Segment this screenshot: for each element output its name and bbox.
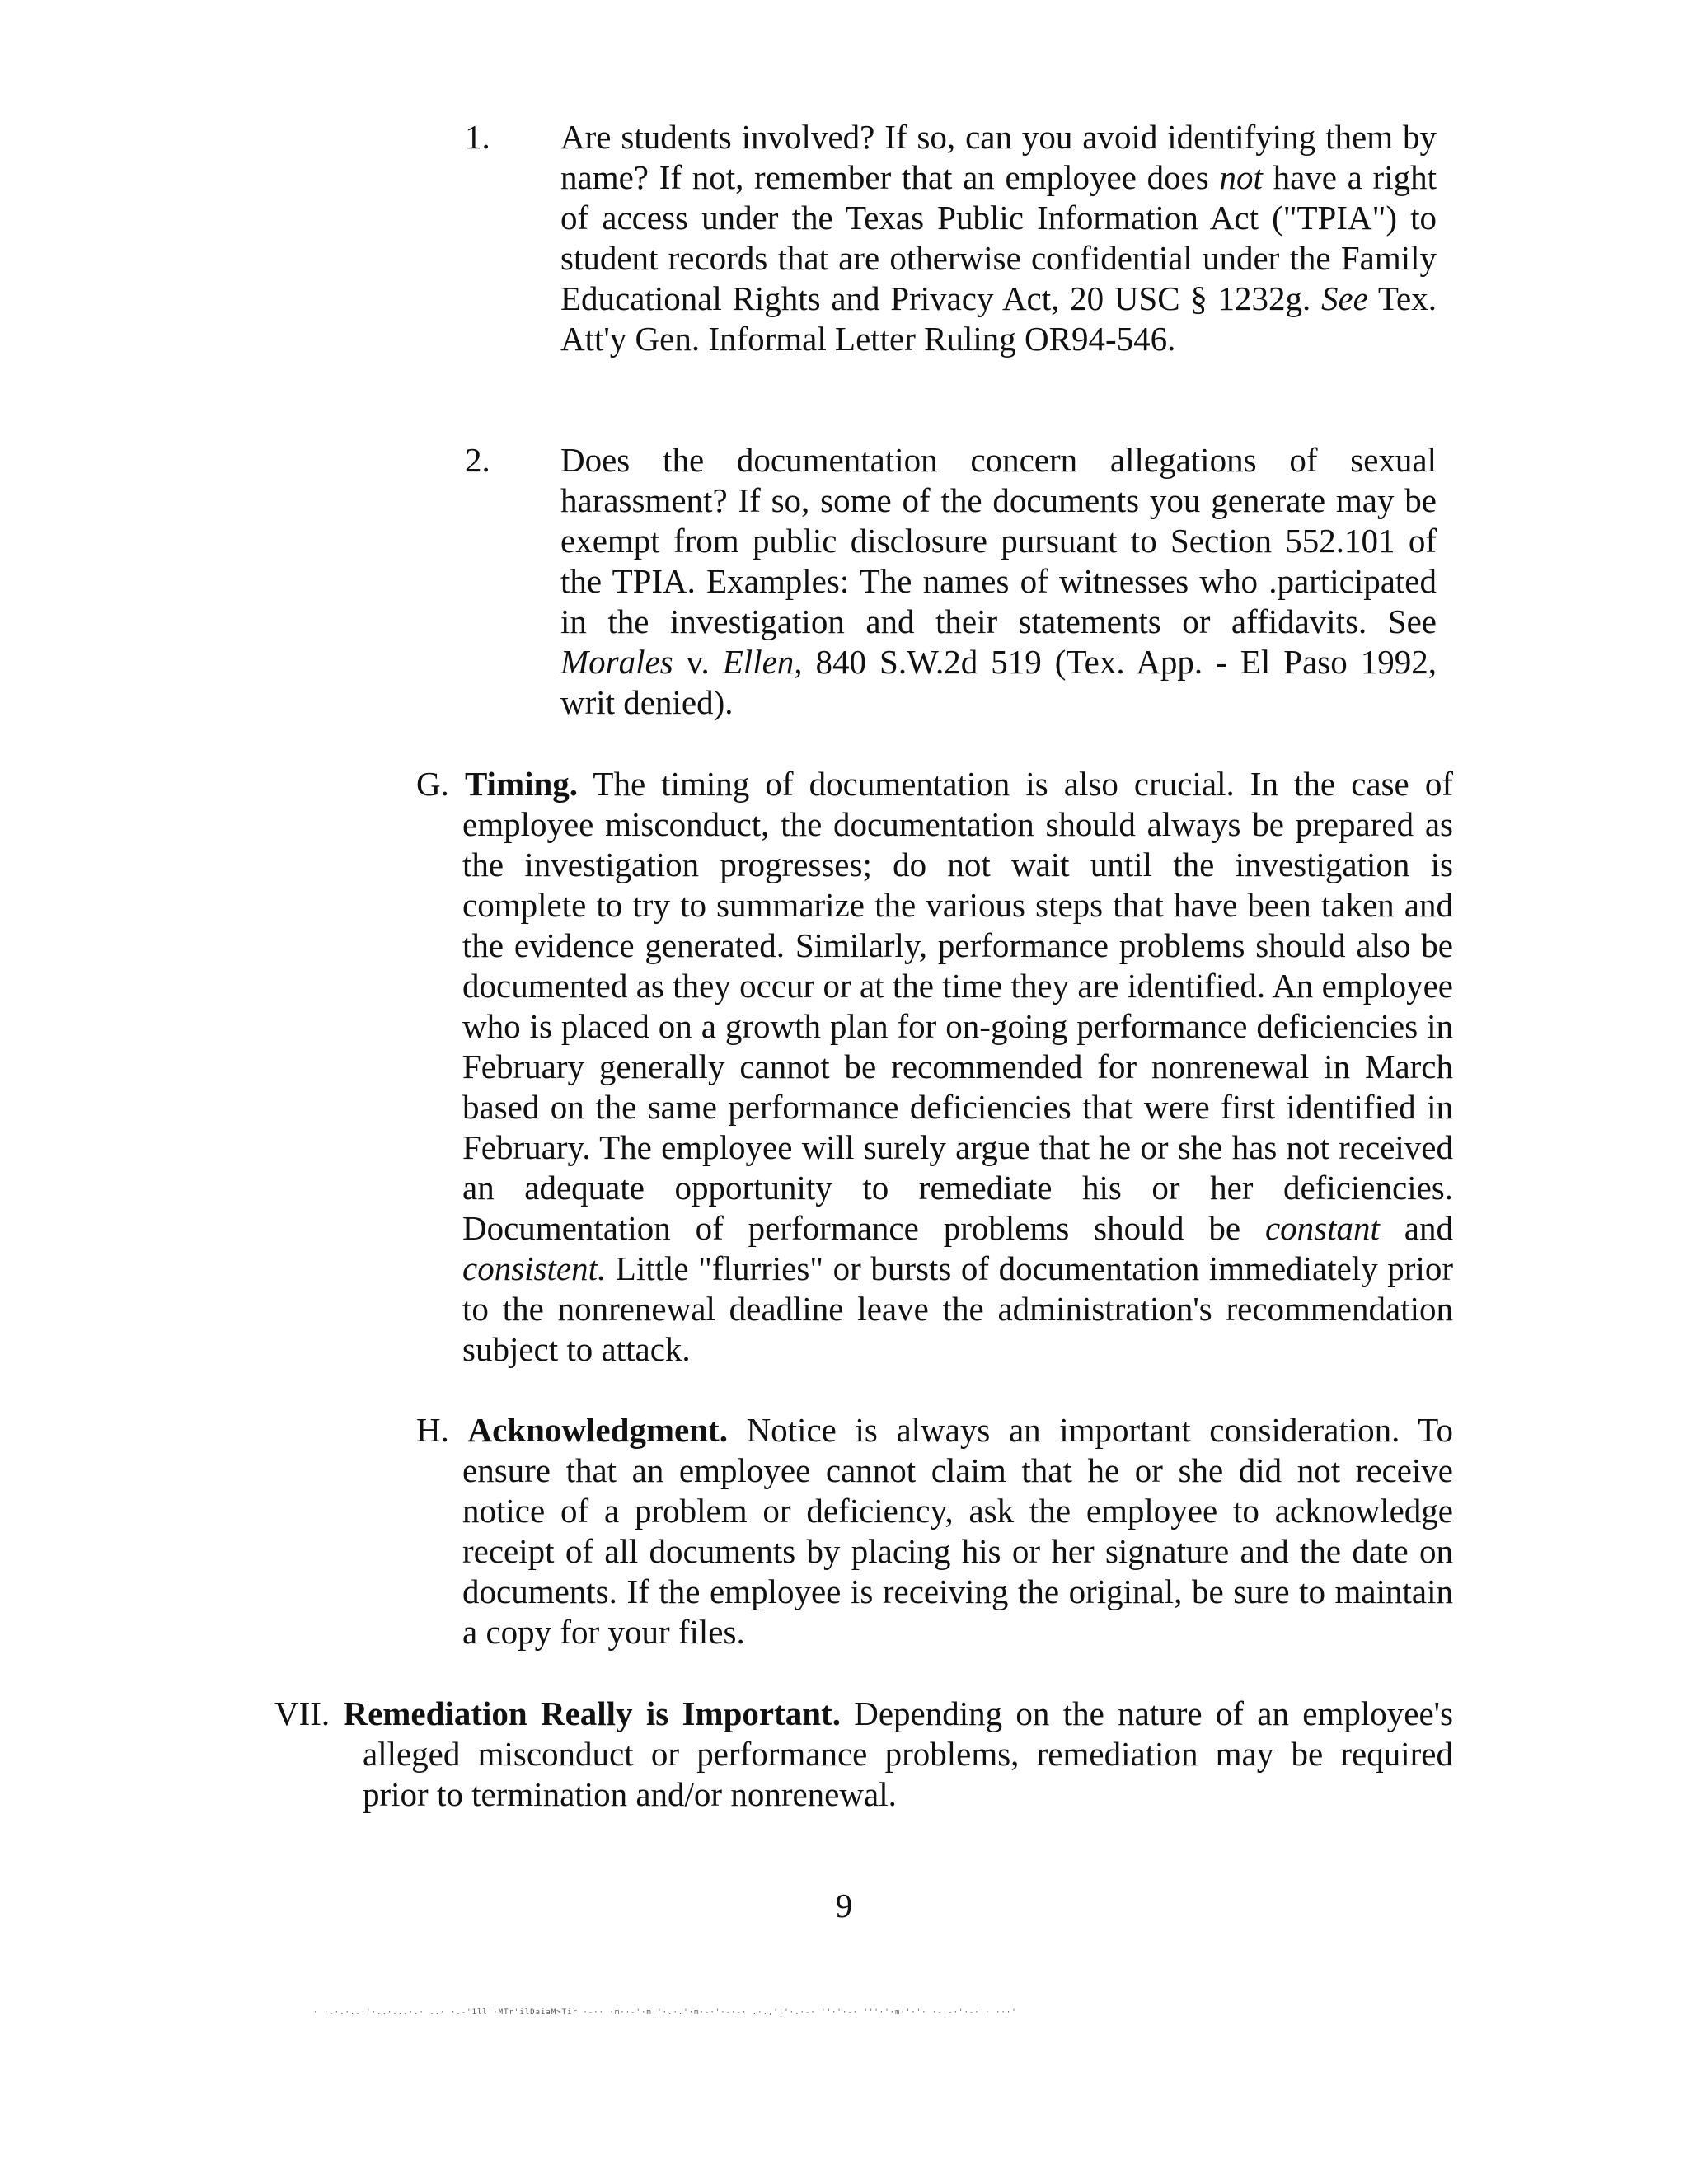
section-h-acknowledgment	[416, 1410, 1453, 1652]
section-heading: Timing.	[464, 765, 579, 803]
list-item-1	[465, 117, 1437, 359]
section-vii-remediation	[274, 1694, 1453, 1815]
section-heading: Remediation Really is Important.	[343, 1694, 841, 1732]
scan-artifact: · ·.·.·..·'·..·...·.· ..· ·.-'1ll'·MTr'ilDaiaM>Tir ·-·· ·m··-'·m·'·.·.'·m·-·'·-·-· .·.,'!'·.·-·'''·'·-· '''·'·m·'·'· ·-·-·'·-·'· ···'	[313, 2008, 1017, 2017]
section-numeral: VII.	[274, 1694, 331, 1732]
section-h-text: H. Acknowledgment. Notice is always an important consideration. To ensure that an employee cannot claim that he or she did not receive notice of a problem or deficiency, ask the employee to acknowledge receipt of all documents by placing his or her signature and the date on documents. If the employee is receiving the original, be sure to maintain a copy for your files.	[416, 1411, 1453, 1651]
section-heading: Acknowledgment.	[467, 1411, 728, 1449]
section-letter: H.	[416, 1411, 449, 1449]
list-item-text: Are students involved? If so, can you avoid identifying them by name? If not, remember that an employee does not have a right of access under the Texas Public Information Act ("TPIA") to student records that are otherwise confidential under the Family Educational Rights and Privacy Act, 20 USC § 1232g. See Tex. Att'y Gen. Informal Letter Ruling OR94-546.	[560, 118, 1437, 358]
list-item-text: Does the documentation concern allegations of sexual harassment? If so, some of the documents you generate may be exempt from public disclosure pursuant to Section 552.101 of the TPIA. Examples: The names of witnesses who .participated in the investigation and their statements or affidavits. See Morales v. Ellen, 840 S.W.2d 519 (Tex. App. - El Paso 1992, writ denied).	[560, 441, 1437, 721]
section-g-timing	[416, 764, 1453, 1370]
section-vii-text: VII. Remediation Really is Important. Depending on the nature of an employee's alleged misconduct or performance problems, remediation may be required prior to termination and/or nonrenewal.	[274, 1694, 1453, 1813]
section-g-text: G. Timing. The timing of documentation is also crucial. In the case of employee misconduct, the documentation should always be prepared as the investigation progresses; do not wait until the investigation is complete to try to summarize the various steps that have been taken and the evidence generated. Similarly, performance problems should also be documented as they occur or at the time they are identified. An employee who is placed on a growth plan for on-going performance deficiencies in February generally cannot be recommended for nonrenewal in March based on the same performance deficiencies that were first identified in February. The employee will surely argue that he or she has not received an adequate opportunity to remediate his or her deficiencies. Documentation of performance problems should be constant and consistent. Little "flurries" or bursts of documentation immediately prior to the nonrenewal deadline leave the administration's recommendation subject to attack.	[416, 765, 1453, 1368]
list-item-number: 1.	[465, 118, 490, 156]
list-item-2	[465, 440, 1437, 723]
section-letter: G.	[416, 765, 449, 803]
page-number: 9	[835, 1886, 853, 1924]
list-item-number: 2.	[465, 441, 490, 479]
